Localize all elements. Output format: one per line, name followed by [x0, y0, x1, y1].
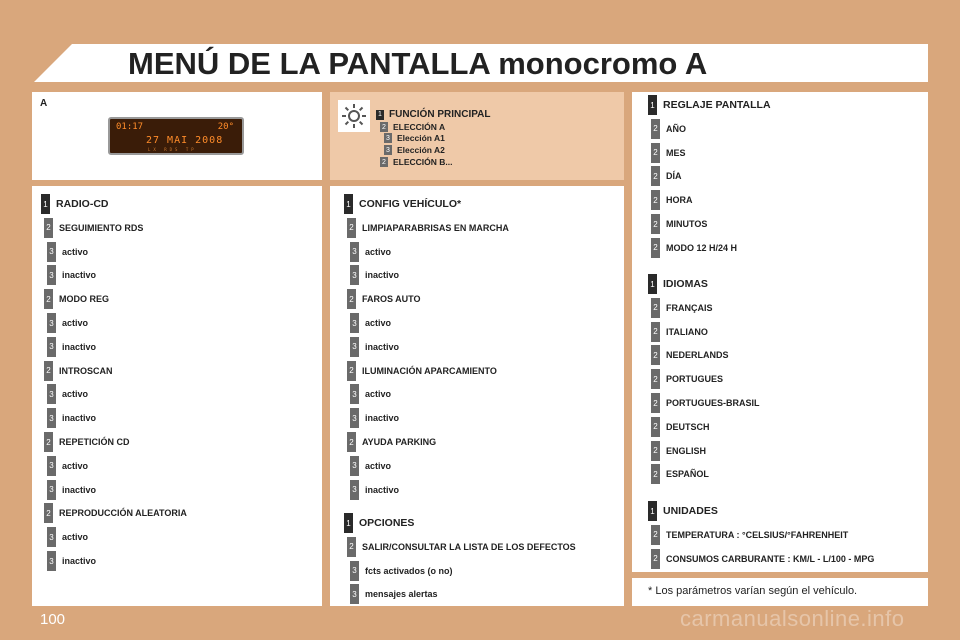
level-badge: 3	[47, 480, 56, 500]
level-badge: 3	[350, 480, 359, 500]
menu-item	[47, 264, 96, 286]
level-badge: 1	[344, 194, 353, 214]
menu-item	[344, 512, 414, 534]
menu-item-label: Elección A1	[397, 133, 445, 143]
level-badge: 2	[347, 537, 356, 557]
level-badge: 2	[380, 157, 388, 167]
menu-item	[347, 360, 497, 382]
menu-item	[380, 157, 453, 167]
level-badge: 3	[384, 145, 392, 155]
menu-item-label: activo	[365, 460, 392, 471]
menu-item	[651, 440, 706, 462]
level-badge: 2	[651, 417, 660, 437]
level-badge: 2	[651, 345, 660, 365]
menu-item	[651, 213, 707, 235]
menu-item-label: PORTUGUES-BRASIL	[666, 398, 760, 408]
lcd-date: 27 MAI 2008	[146, 135, 224, 146]
menu-item	[350, 560, 453, 582]
level-badge: 2	[651, 119, 660, 139]
menu-item-label: ELECCIÓN B...	[393, 157, 453, 167]
menu-item-label: ENGLISH	[666, 445, 707, 456]
menu-item-label: REPETICIÓN CD	[59, 437, 130, 447]
menu-item	[350, 336, 399, 358]
level-badge: 2	[651, 525, 660, 545]
menu-item-label: activo	[62, 389, 89, 400]
menu-item	[347, 217, 509, 239]
menu-item	[47, 383, 88, 405]
menu-item-label: inactivo	[365, 484, 400, 495]
level-badge: 2	[651, 369, 660, 389]
level-badge: 3	[47, 313, 56, 333]
menu-item-label: AYUDA PARKING	[362, 437, 437, 447]
menu-item-label: MODO 12 H/24 H	[666, 242, 738, 253]
menu-item	[350, 479, 399, 501]
level-badge: 2	[651, 393, 660, 413]
menu-item-label: ILUMINACIÓN APARCAMIENTO	[362, 365, 497, 376]
level-badge: 2	[347, 289, 356, 309]
level-badge: 3	[47, 337, 56, 357]
menu-item	[47, 312, 88, 334]
level-badge: 3	[350, 313, 359, 333]
level-badge: 1	[41, 194, 50, 214]
menu-item	[350, 455, 391, 477]
level-badge: 2	[651, 214, 660, 234]
menu-item-label: REPRODUCCIÓN ALEATORIA	[59, 508, 187, 519]
menu-item-label: CONFIG VEHÍCULO*	[359, 198, 462, 210]
display-label: A	[40, 98, 48, 109]
menu-item	[47, 455, 88, 477]
menu-item	[350, 241, 391, 263]
level-badge: 2	[44, 218, 53, 238]
menu-item-label: inactivo	[62, 484, 97, 495]
menu-item	[347, 536, 576, 558]
footnote: * Los parámetros varían según el vehículo.	[648, 585, 858, 597]
level-badge: 2	[44, 361, 53, 381]
menu-item-label: ELECCIÓN A	[393, 122, 446, 132]
menu-item	[47, 526, 88, 548]
menu-item	[350, 407, 399, 429]
watermark: carmanualsonline.info	[680, 606, 905, 631]
menu-item-label: MINUTOS	[666, 219, 708, 229]
lcd-temperature: 20°	[217, 122, 234, 132]
menu-item	[651, 142, 686, 164]
menu-item	[380, 122, 445, 132]
menu-item-label: PORTUGUES	[666, 374, 724, 385]
menu-item	[651, 416, 710, 438]
menu-item	[41, 193, 109, 215]
menu-item-label: RADIO-CD	[56, 198, 109, 210]
level-badge: 3	[384, 133, 392, 143]
menu-item	[44, 288, 109, 310]
menu-item	[347, 431, 436, 453]
menu-item-label: inactivo	[62, 413, 97, 424]
level-badge: 2	[651, 166, 660, 186]
menu-item-label: AÑO	[666, 123, 686, 134]
menu-item-label: mensajes alertas	[365, 589, 438, 600]
menu-item	[651, 524, 848, 546]
menu-item-label: NEDERLANDS	[666, 350, 729, 361]
page-title: MENÚ DE LA PANTALLA monocromo A	[128, 46, 708, 81]
lcd-time: 01:17	[116, 122, 144, 132]
menu-item-label: TEMPERATURA : °CELSIUS/°FAHRENHEIT	[666, 529, 849, 540]
menu-item	[350, 383, 391, 405]
menu-item-label: inactivo	[62, 341, 97, 352]
level-badge: 2	[44, 289, 53, 309]
menu-item	[344, 193, 461, 215]
menu-item-label: inactivo	[365, 341, 400, 352]
menu-item	[648, 94, 771, 116]
menu-item-label: MODO REG	[59, 294, 110, 305]
level-badge: 2	[651, 190, 660, 210]
menu-item-label: inactivo	[365, 270, 400, 281]
menu-item-label: OPCIONES	[359, 517, 415, 529]
level-badge: 3	[47, 408, 56, 428]
menu-item-label: activo	[62, 460, 89, 471]
level-badge: 3	[350, 265, 359, 285]
menu-item	[47, 479, 96, 501]
level-badge: 3	[47, 265, 56, 285]
menu-item-label: MES	[666, 147, 686, 158]
level-badge: 2	[651, 322, 660, 342]
menu-item-label: LIMPIAPARABRISAS EN MARCHA	[362, 222, 509, 233]
level-badge: 3	[350, 337, 359, 357]
menu-item-label: DÍA	[666, 171, 682, 182]
level-badge: 1	[344, 513, 353, 533]
level-badge: 2	[347, 432, 356, 452]
level-badge: 2	[651, 549, 660, 569]
menu-item	[350, 264, 399, 286]
menu-item	[44, 431, 130, 453]
level-badge: 3	[350, 384, 359, 404]
level-badge: 3	[47, 551, 56, 571]
menu-item	[651, 344, 729, 366]
level-badge: 3	[350, 408, 359, 428]
menu-item	[47, 550, 96, 572]
menu-item	[350, 583, 438, 605]
level-badge: 2	[347, 361, 356, 381]
level-badge: 3	[350, 242, 359, 262]
level-badge: 3	[47, 527, 56, 547]
menu-item-label: activo	[365, 389, 392, 400]
menu-item	[651, 189, 693, 211]
sun-icon	[338, 100, 370, 132]
menu-item	[44, 502, 187, 524]
menu-item-label: REGLAJE PANTALLA	[663, 99, 771, 111]
menu-item-label: fcts activados (o no)	[365, 565, 453, 576]
menu-item	[651, 392, 760, 414]
menu-item-label: UNIDADES	[663, 505, 718, 517]
menu-item-label: activo	[62, 318, 89, 328]
level-badge: 3	[350, 561, 359, 581]
level-badge: 2	[651, 441, 660, 461]
menu-item	[651, 118, 686, 140]
level-badge: 2	[44, 432, 53, 452]
lcd-screen	[108, 117, 244, 155]
menu-item	[648, 273, 708, 295]
page-number: 100	[40, 611, 66, 628]
level-badge: 1	[648, 501, 657, 521]
menu-item	[47, 407, 96, 429]
menu-item	[651, 237, 737, 259]
level-badge: 2	[651, 464, 660, 484]
menu-item-label: activo	[365, 246, 392, 257]
menu-item-label: FUNCIÓN PRINCIPAL	[389, 109, 491, 120]
menu-item-label: ESPAÑOL	[666, 469, 709, 480]
lcd-flags: LX RDS TP	[148, 147, 197, 152]
main-function-panel	[330, 92, 624, 180]
menu-item	[651, 463, 709, 485]
menu-item	[384, 133, 445, 143]
menu-item	[47, 336, 96, 358]
menu-item	[651, 297, 713, 319]
menu-item	[651, 368, 723, 390]
level-badge: 2	[380, 122, 388, 132]
menu-item-label: activo	[62, 246, 89, 257]
menu-item-label: activo	[365, 318, 392, 328]
menu-item	[651, 321, 708, 343]
menu-item-label: activo	[62, 532, 89, 543]
menu-item	[347, 288, 421, 310]
menu-item	[44, 217, 143, 239]
menu-item	[648, 500, 718, 522]
chapter-number: 08	[70, 46, 107, 81]
level-badge: 3	[47, 384, 56, 404]
menu-item-label: IDIOMAS	[663, 278, 708, 290]
level-badge: 1	[648, 95, 657, 115]
level-badge: 2	[44, 503, 53, 523]
level-badge: 1	[376, 110, 384, 120]
level-badge: 2	[651, 298, 660, 318]
level-badge: 2	[347, 218, 356, 238]
level-badge: 3	[350, 584, 359, 604]
level-badge: 2	[651, 143, 660, 163]
menu-item	[350, 312, 391, 334]
menu-item	[651, 548, 874, 570]
menu-item	[44, 360, 113, 382]
level-badge: 2	[651, 238, 660, 258]
level-badge: 3	[350, 456, 359, 476]
menu-item	[384, 145, 445, 155]
menu-item	[651, 165, 682, 187]
menu-item-label: HORA	[666, 195, 693, 206]
level-badge: 3	[47, 456, 56, 476]
menu-item-label: CONSUMOS CARBURANTE : KM/L - L/100 - MPG	[666, 553, 875, 564]
menu-item-label: FRANÇAIS	[666, 302, 713, 313]
menu-item-label: SEGUIMIENTO RDS	[59, 222, 144, 233]
level-badge: 1	[648, 274, 657, 294]
menu-item-label: DEUTSCH	[666, 421, 710, 432]
menu-item-label: INTROSCAN	[59, 365, 113, 376]
menu-item-label: SALIR/CONSULTAR LA LISTA DE LOS DEFECTOS	[362, 541, 576, 552]
menu-item-label: inactivo	[365, 413, 400, 424]
menu-item-label: Elección A2	[397, 145, 445, 155]
level-badge: 3	[47, 242, 56, 262]
menu-item-label: FAROS AUTO	[362, 294, 421, 305]
menu-item-label: inactivo	[62, 556, 97, 566]
menu-item	[47, 241, 88, 263]
menu-item	[376, 109, 490, 120]
menu-item-label: inactivo	[62, 270, 97, 281]
menu-item-label: ITALIANO	[666, 326, 708, 337]
